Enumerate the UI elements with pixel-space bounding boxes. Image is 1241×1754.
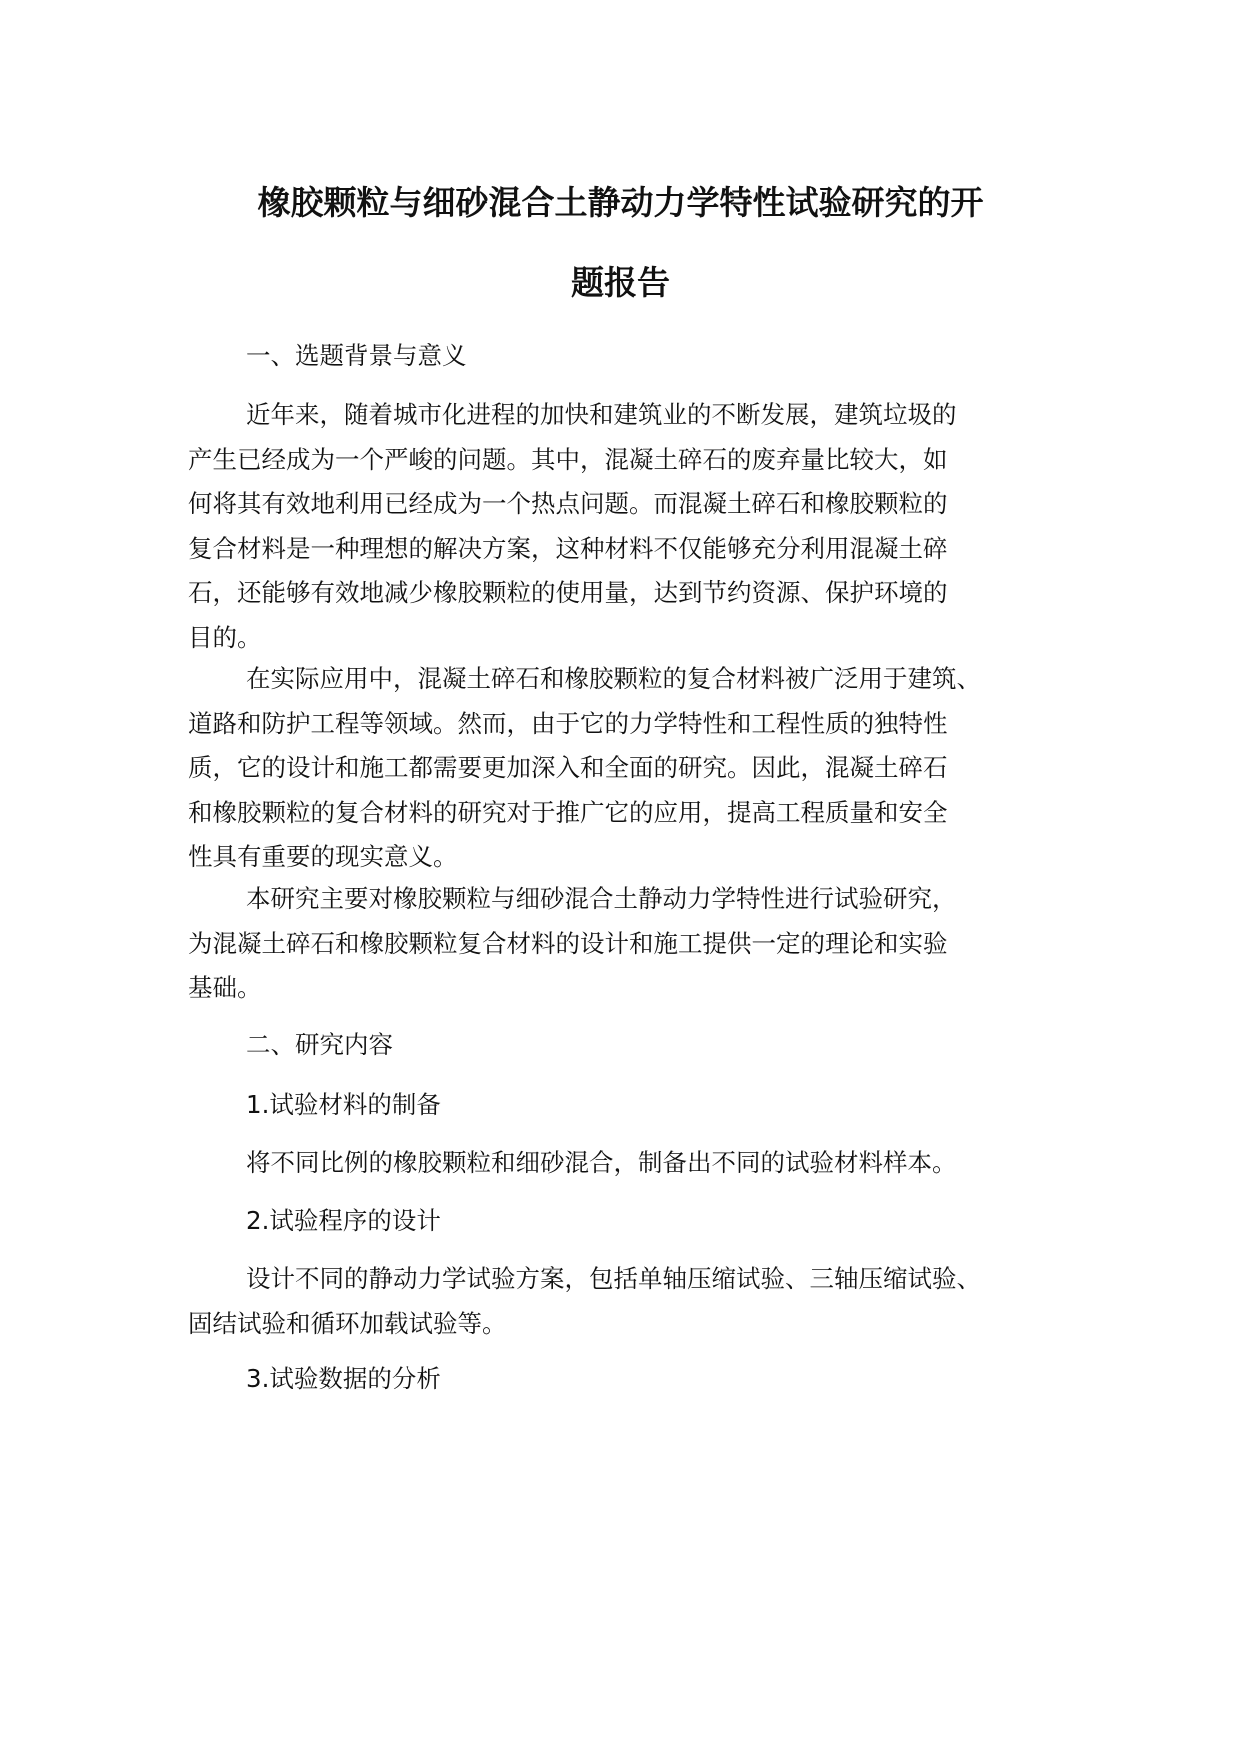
- item-3-heading: 3.试验数据的分析: [246, 1364, 441, 1393]
- paragraph-line: 本研究主要对橡胶颗粒与细砂混合土静动力学特性进行试验研究，: [246, 884, 957, 913]
- paragraph-background-2: [188, 657, 1068, 880]
- paragraph-line: 质，它的设计和施工都需要更加深入和全面的研究。因此，混凝土碎石: [188, 753, 948, 782]
- item-2-text: [188, 1257, 1068, 1346]
- document-title-line-2: 题报告: [571, 263, 670, 302]
- paragraph-background-1: [188, 393, 1068, 660]
- paragraph-line: 性具有重要的现实意义。: [188, 842, 458, 871]
- paragraph-line: 复合材料是一种理想的解决方案，这种材料不仅能够充分利用混凝土碎: [188, 533, 948, 563]
- section-2-heading: 二、研究内容: [246, 1030, 393, 1059]
- paragraph-line: 何将其有效地利用已经成为一个热点问题。而混凝土碎石和橡胶颗粒的: [188, 489, 948, 518]
- paragraph-line: 近年来，随着城市化进程的加快和建筑业的不断发展，建筑垃圾的: [246, 400, 957, 429]
- paragraph-line: 和橡胶颗粒的复合材料的研究对于推广它的应用，提高工程质量和安全: [188, 797, 948, 827]
- item-2-heading: 2.试验程序的设计: [246, 1206, 441, 1235]
- document-title-line-1: 橡胶颗粒与细砂混合土静动力学特性试验研究的开: [257, 183, 984, 222]
- paragraph-background-3: [188, 877, 1068, 1011]
- paragraph-line: 固结试验和循环加载试验等。: [188, 1308, 507, 1338]
- item-1-heading: 1.试验材料的制备: [246, 1090, 441, 1119]
- paragraph-line: 基础。: [188, 973, 262, 1002]
- section-1-heading: 一、选题背景与意义: [246, 341, 467, 370]
- paragraph-line: 设计不同的静动力学试验方案，包括单轴压缩试验、三轴压缩试验、: [246, 1264, 981, 1293]
- item-1-text: 将不同比例的橡胶颗粒和细砂混合，制备出不同的试验材料样本。: [246, 1148, 957, 1177]
- paragraph-line: 在实际应用中，混凝土碎石和橡胶颗粒的复合材料被广泛用于建筑、: [246, 664, 981, 693]
- paragraph-line: 石，还能够有效地减少橡胶颗粒的使用量，达到节约资源、保护环境的: [188, 578, 948, 607]
- paragraph-line: 产生已经成为一个严峻的问题。其中，混凝土碎石的废弃量比较大，如: [188, 444, 948, 474]
- paragraph-line: 为混凝土碎石和橡胶颗粒复合材料的设计和施工提供一定的理论和实验: [188, 928, 948, 958]
- paragraph-line: 道路和防护工程等领域。然而，由于它的力学特性和工程性质的独特性: [188, 708, 948, 738]
- paragraph-line: 目的。: [188, 622, 262, 652]
